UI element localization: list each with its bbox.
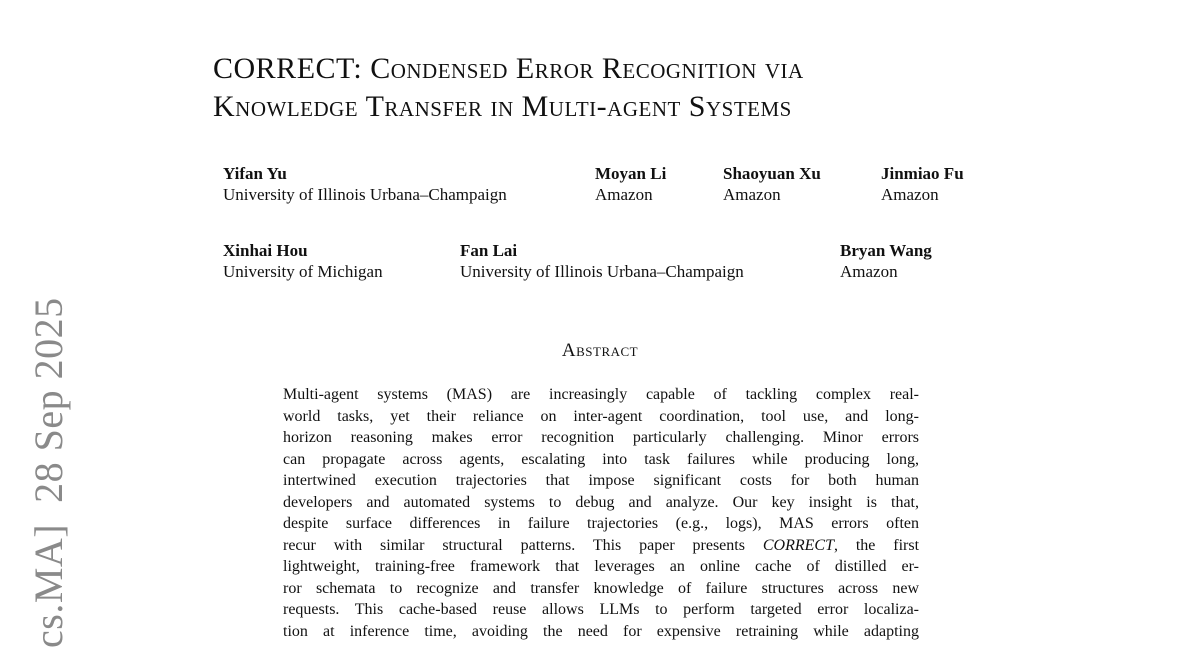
abstract-line: developers and automated systems to debug and analyze. Our key insight is that, bbox=[283, 493, 919, 511]
author-affiliation: University of Illinois Urbana–Champaign bbox=[223, 185, 507, 204]
author-affiliation: Amazon bbox=[595, 185, 653, 204]
abstract-line: intertwined execution trajectories that impose significant costs for both human bbox=[283, 472, 919, 489]
author-block bbox=[460, 240, 744, 282]
abstract-line: Multi-agent systems (MAS) are increasingly capable of tackling complex real- bbox=[283, 386, 919, 403]
author-name: Moyan Li bbox=[595, 164, 667, 183]
author-affiliation: University of Illinois Urbana–Champaign bbox=[460, 262, 744, 281]
abstract-line: ror schemata to recognize and transfer knowledge of failure structures across new bbox=[283, 579, 919, 597]
author-name: Yifan Yu bbox=[223, 164, 287, 183]
author-affiliation: University of Michigan bbox=[223, 262, 383, 281]
author-name: Fan Lai bbox=[460, 241, 518, 260]
title-line-2: Knowledge Transfer in Multi-agent Systems bbox=[213, 90, 792, 123]
title-line-1: CORRECT: Condensed Error Recognition via bbox=[213, 52, 804, 85]
author-block bbox=[595, 163, 666, 205]
paper-title bbox=[213, 50, 1033, 126]
author-block bbox=[881, 163, 964, 205]
abstract-line: world tasks, yet their reliance on inter-agent coordination, tool use, and long- bbox=[283, 407, 919, 425]
abstract-line-head: recur with similar structural patterns. This paper presents bbox=[283, 536, 745, 554]
author-name: Jinmiao Fu bbox=[881, 164, 964, 183]
author-block bbox=[723, 163, 821, 205]
abstract-line-tail: , the first bbox=[833, 536, 919, 554]
abstract-line: lightweight, training-free framework that leverages an online cache of distilled er- bbox=[283, 558, 919, 575]
author-block bbox=[840, 240, 932, 282]
abstract-line: horizon reasoning makes error recognition particularly challenging. Minor errors bbox=[283, 429, 919, 446]
abstract-line: requests. This cache-based reuse allows LLMs to perform targeted error localiza- bbox=[283, 601, 919, 618]
abstract-line: can propagate across agents, escalating into task failures while producing long, bbox=[283, 450, 919, 468]
author-name: Shaoyuan Xu bbox=[723, 164, 821, 183]
abstract-body bbox=[283, 384, 919, 642]
abstract-line: tion at inference time, avoiding the need for expensive retraining while adapting bbox=[283, 622, 919, 640]
arxiv-stamp: cs.MA] 28 Sep 2025 bbox=[26, 297, 71, 648]
author-affiliation: Amazon bbox=[840, 262, 898, 281]
author-name: Xinhai Hou bbox=[223, 241, 308, 260]
author-block bbox=[223, 163, 507, 205]
author-affiliation: Amazon bbox=[723, 185, 781, 204]
correct-emphasis: CORRECT bbox=[762, 536, 834, 554]
abstract-line: despite surface differences in failure trajectories (e.g., logs), MAS errors often bbox=[283, 515, 919, 532]
author-name: Bryan Wang bbox=[840, 241, 932, 260]
abstract-heading: Abstract bbox=[561, 340, 639, 361]
abstract-line-emph bbox=[283, 535, 919, 557]
author-affiliation: Amazon bbox=[881, 185, 939, 204]
author-block bbox=[223, 240, 383, 282]
